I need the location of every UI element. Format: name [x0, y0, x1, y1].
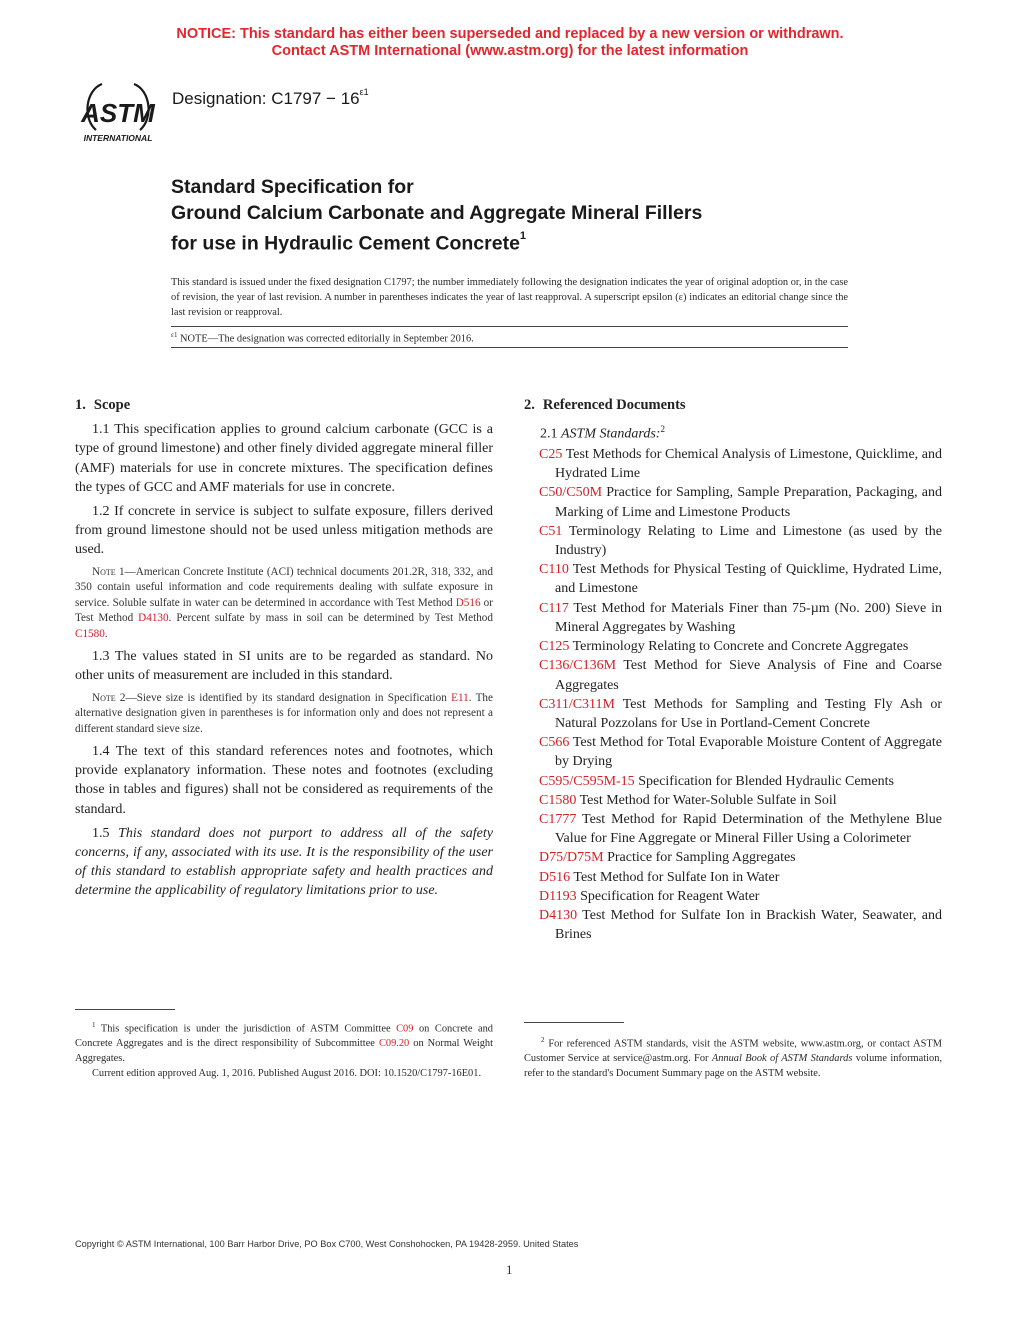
reference-title: Test Method for Sulfate Ion in Brackish Water, Seawater, and Brines: [555, 907, 942, 943]
section-heading-referenced-documents: 2. Referenced Documents: [524, 397, 686, 413]
reference-item: [524, 637, 942, 656]
divider: [171, 347, 848, 348]
paragraph-1-3: 1.3 The values stated in SI units are to be regarded as standard. No other units of measurement are included in this standard.: [75, 649, 493, 684]
reference-code-link[interactable]: C25: [539, 447, 563, 463]
reference-item: [524, 848, 942, 867]
reference-code-link[interactable]: C311/C311M: [539, 696, 615, 712]
reference-code-link[interactable]: D516: [539, 869, 571, 885]
footnote-1: $^1$ This specification is under the jurisdiction of ASTM Committee C09 on Concrete and Concrete Aggregates and is the direct responsibility of Subcommittee C09.20 on Normal Weight Aggregates. Current edition approved Aug. 1, 2016. Published August 2016. DOI: 10.1520/C1797-16E01.: [75, 1021, 493, 1080]
link-e11[interactable]: E11: [451, 691, 469, 704]
reference-code-link[interactable]: C125: [539, 639, 570, 655]
link-d4130[interactable]: D4130: [138, 612, 169, 625]
title-footnote-mark: 1: [519, 230, 527, 242]
reference-code-link[interactable]: C110: [539, 562, 569, 578]
reference-code-link[interactable]: D4130: [539, 907, 578, 923]
edition-info: Current edition approved Aug. 1, 2016. Published August 2016. DOI: 10.1520/C1797-16E01.: [92, 1068, 482, 1080]
reference-code-link[interactable]: C566: [539, 735, 570, 751]
reference-code-link[interactable]: C50/C50M: [539, 485, 603, 501]
copyright-line: Copyright © ASTM International, 100 Barr Harbor Drive, PO Box C700, West Conshohocken, PA 19428-2959. United States: [75, 1239, 579, 1249]
divider: [171, 326, 848, 327]
reference-title: Test Method for Materials Finer than 75-µm (No. 200) Sieve in Mineral Aggregates by Washing: [555, 600, 942, 635]
paragraph-1-5: 1.5 This standard does not purport to address all of the safety concerns, if any, associated with its use. It is the responsibility of the user of this standard to establish appropriate safety and health practices and determine the applicability of regulatory limitations prior to use.: [75, 825, 494, 899]
reference-item: [524, 695, 942, 733]
title-line-1: Standard Specification for: [171, 176, 414, 198]
reference-code-link[interactable]: D1193: [539, 888, 577, 904]
logo-subtext: INTERNATIONAL: [83, 133, 153, 143]
document-title: [171, 174, 891, 257]
reference-code-link[interactable]: D75/D75M: [539, 850, 604, 866]
reference-title: Test Method for Sulfate Ion in Water: [570, 869, 780, 885]
issuance-statement: This standard is issued under the fixed designation C1797; the number immediately following the designation indicates the year of original adoption or, in the case of revision, the year of last revision. A number in parentheses indicates the year of last reapproval. A superscript epsilon (ε) indicates an editorial change since the last revision or reapproval.: [171, 277, 848, 318]
footnote-divider: [75, 1009, 175, 1010]
designation-label: Designation: C1797 − 16: [172, 89, 360, 108]
astm-standards-subheading: 2.1 ASTM Standards:$^2$: [540, 424, 665, 442]
notice-line-1: NOTICE: This standard has either been superseded and replaced by a new version or withdrawn.: [176, 26, 844, 42]
reference-title: Practice for Sampling, Sample Preparation, Packaging, and Marking of Lime and Limestone Products: [555, 485, 942, 520]
link-c09[interactable]: C09: [396, 1023, 414, 1035]
link-c1580[interactable]: C1580: [75, 627, 105, 640]
page-number: 1: [506, 1262, 513, 1277]
reference-title: Test Methods for Sampling and Testing Fly Ash or Natural Pozzolans for Use in Portland-Cement Concrete: [555, 696, 942, 731]
reference-title: Specification for Blended Hydraulic Cements: [634, 773, 895, 789]
designation-superscript: ε1: [359, 87, 369, 98]
footnote-2: $^2$ For referenced ASTM standards, visit the ASTM website, www.astm.org, or contact ASTM Customer Service at service@astm.org. For Annual Book of ASTM Standards volume information, refer to the standard's Document Summary page on the ASTM website.: [524, 1036, 942, 1080]
paragraph-1-1: 1.1 This specification applies to ground calcium carbonate (GCC is a type of ground limestone) and other finely divided aggregate mineral filler (AMF) materials for use in concrete mixtures. The specification defines the types of GCC and AMF materials for use in concrete.: [75, 422, 493, 495]
reference-code-link[interactable]: C595/C595M-15: [539, 773, 635, 789]
reference-title: Test Method for Total Evaporable Moisture Content of Aggregate by Drying: [555, 735, 942, 770]
reference-list: [524, 445, 942, 944]
paragraph-1-2: 1.2 If concrete in service is subject to sulfate exposure, fillers derived from ground limestone should not be used unless mitigation methods are used.: [75, 504, 493, 558]
reference-item: [524, 733, 942, 771]
reference-code-link[interactable]: C51: [539, 523, 563, 539]
link-d516[interactable]: D516: [455, 596, 481, 609]
reference-item: [524, 599, 942, 637]
epsilon-note: [171, 331, 474, 344]
paragraph-1-4: 1.4 The text of this standard references notes and footnotes, which provide explanatory information. These notes and footnotes (excluding those in tables and figures) shall not be considered as requirements of the standard.: [75, 744, 493, 817]
reference-item: [524, 791, 942, 810]
reference-item: [524, 560, 942, 598]
reference-title: Test Method for Water-Soluble Sulfate in Soil: [576, 792, 837, 808]
title-line-3: for use in Hydraulic Cement Concrete: [171, 232, 520, 255]
designation: [172, 89, 369, 109]
reference-title: Test Methods for Physical Testing of Quicklime, Hydrated Lime, and Limestone: [555, 562, 942, 597]
reference-title: Terminology Relating to Lime and Limestone (as used by the Industry): [555, 523, 942, 559]
reference-item: [524, 656, 942, 694]
reference-code-link[interactable]: C1777: [539, 811, 577, 827]
link-c09-20[interactable]: C09.20: [378, 1038, 410, 1050]
section-heading-scope: 1. Scope: [75, 397, 131, 413]
withdrawal-notice: [0, 26, 1020, 60]
footnote-divider: [524, 1022, 624, 1023]
reference-code-link[interactable]: C136/C136M: [539, 658, 617, 674]
logo-text: ASTM: [81, 98, 155, 128]
reference-item: [524, 772, 942, 791]
reference-code-link[interactable]: C1580: [539, 792, 577, 808]
note-1: Note 1—American Concrete Institute (ACI) technical documents 201.2R, 318, 332, and 350 contain useful information and code requirements dealing with sulfate exposure in service. Soluble sulfate in water can be determined in accordance with Test Method D516 or Test Method D4130. Percent sulfate by mass in soil can be determined by Test Method C1580.: [75, 565, 493, 640]
epsilon-note-text: NOTE—The designation was corrected editorially in September 2016.: [177, 333, 474, 345]
reference-item: [524, 445, 942, 483]
reference-title: Test Methods for Chemical Analysis of Limestone, Quicklime, and Hydrated Lime: [555, 447, 942, 482]
reference-item: [524, 483, 942, 521]
scope-section: [75, 396, 493, 906]
reference-title: Test Method for Rapid Determination of the Methylene Blue Value for Fine Aggregate or Mineral Filler Using a Colorimeter: [555, 811, 942, 847]
reference-item: [524, 906, 942, 944]
astm-logo: [72, 78, 164, 144]
reference-item: [524, 810, 942, 848]
referenced-documents-section: [524, 396, 942, 944]
reference-title: Terminology Relating to Concrete and Concrete Aggregates: [569, 639, 909, 655]
note-2: Note 2—Sieve size is identified by its standard designation in Specification E11. The alternative designation given in parentheses is for information only and does not represent a different standard sieve size.: [75, 691, 493, 735]
title-line-2: Ground Calcium Carbonate and Aggregate Mineral Fillers: [171, 202, 703, 224]
reference-code-link[interactable]: C117: [539, 600, 569, 616]
epsilon-mark: ε1: [171, 331, 178, 339]
reference-title: Specification for Reagent Water: [576, 888, 760, 904]
reference-item: [524, 522, 942, 560]
notice-line-2: Contact ASTM International (www.astm.org) for the latest information: [271, 43, 749, 59]
reference-item: [524, 868, 942, 887]
reference-title: Practice for Sampling Aggregates: [603, 850, 796, 866]
reference-item: [524, 887, 942, 906]
reference-title: Test Method for Sieve Analysis of Fine and Coarse Aggregates: [555, 658, 942, 693]
